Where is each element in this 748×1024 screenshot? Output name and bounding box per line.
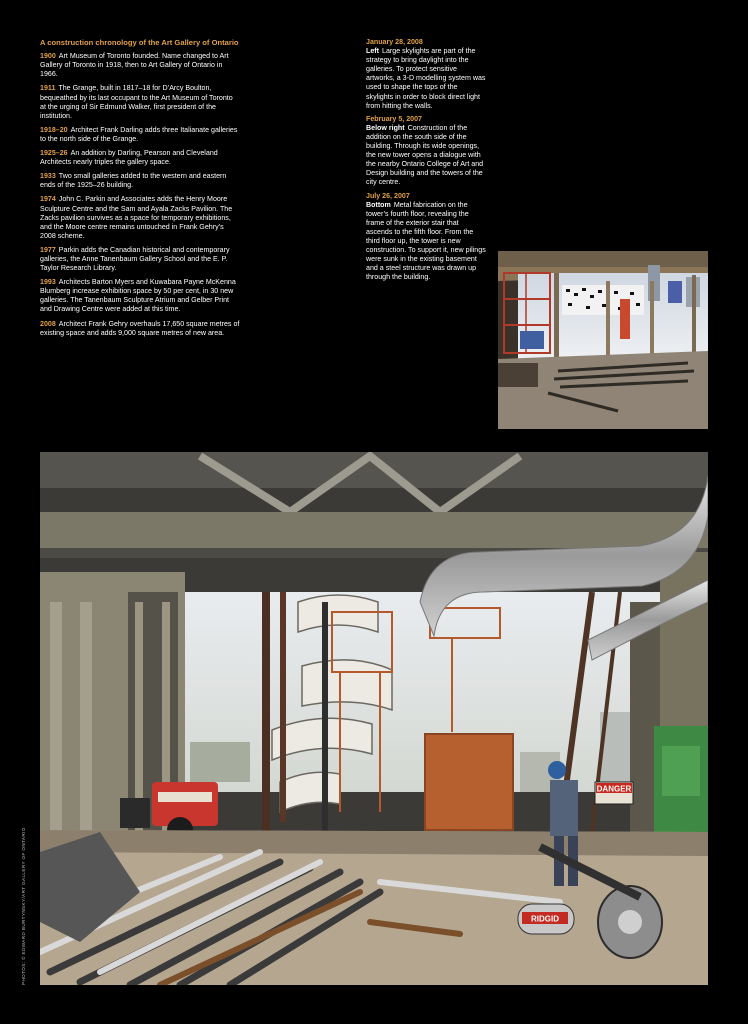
caption-position: Left <box>366 47 380 56</box>
chronology-column <box>40 38 240 343</box>
caption-january <box>366 38 486 111</box>
entry-year: 1918–20 <box>40 125 68 134</box>
fabrication-illustration <box>40 452 708 985</box>
caption-date: January 28, 2008 <box>366 38 423 46</box>
entry-text: An addition by Darling, Pearson and Cleveland Architects nearly triples the gallery space. <box>40 149 218 167</box>
entry-year: 1925–26 <box>40 149 68 158</box>
photo-metal-fabrication <box>40 452 708 985</box>
entry-year: 1993 <box>40 278 56 287</box>
chronology-entry <box>40 246 240 273</box>
entry-year: 1933 <box>40 172 56 181</box>
caption-date: February 5, 2007 <box>366 114 422 123</box>
chronology-entry <box>40 195 240 240</box>
entry-text: Parkin adds the Canadian historical and contemporary galleries, the Anne Tanenbaum Gallery School and the E. P. Taylor Research Library. <box>40 245 230 273</box>
entry-text: Architect Frank Darling adds three Italianate galleries to the north side of the Grange. <box>40 125 238 143</box>
captions-column <box>366 38 486 286</box>
chronology-entry <box>40 172 240 190</box>
caption-position: Below right <box>366 123 405 132</box>
entry-year: 2008 <box>40 319 56 328</box>
chronology-heading: A construction chronology of the Art Gallery of Ontario <box>40 38 239 47</box>
caption-text: Metal fabrication on the tower’s fourth floor, revealing the frame of the exterior stair that ascends to the fifth floor. From the third floor up, the tower is new construction. To support it, new pilings were sunk in the existing basement and a steel structure was drawn up through the building. <box>366 200 486 282</box>
caption-july <box>366 192 486 283</box>
caption-date: July 26, 2007 <box>366 191 410 200</box>
ridgid-label: RIDGID <box>531 914 559 924</box>
photo-south-addition <box>498 251 708 429</box>
chronology-entry <box>40 84 240 120</box>
chronology-entry <box>40 126 240 144</box>
entry-year: 1900 <box>40 52 56 61</box>
south-addition-illustration <box>498 251 708 429</box>
chronology-entry <box>40 149 240 167</box>
entry-text: Two small galleries added to the western and eastern ends of the 1925–26 building. <box>40 172 227 190</box>
caption-february <box>366 115 486 188</box>
entry-text: The Grange, built in 1817–18 for D’Arcy Boulton, bequeathed by its last occupant to the Art Museum of Toronto at the urging of Sir Edmund Walker, first president of the institution. <box>40 84 233 120</box>
entry-year: 1974 <box>40 195 56 204</box>
entry-text: John C. Parkin and Associates adds the Henry Moore Sculpture Centre and the Sam and Ayala Zacks Pavilion. The Zacks pavilion survives as a space for temporary exhibitions, and the Moore centre remains untouched in Frank Gehry’s 2008 scheme. <box>40 195 233 240</box>
chronology-entry <box>40 278 240 314</box>
entry-text: Architect Frank Gehry overhauls 17,650 square metres of existing space and adds 9,000 square metres of new area. <box>40 319 240 337</box>
entry-text: Art Museum of Toronto founded. Name changed to Art Gallery of Toronto in 1918, then to Art Gallery of Ontario in 1966. <box>40 52 229 79</box>
chronology-entry <box>40 52 240 79</box>
caption-text: Large skylights are part of the strategy to bring daylight into the galleries. To protect sensitive artworks, a 3-D modelling system was used to shape the tops of the skylights in order to block direct light from hitting the walls. <box>366 47 486 110</box>
entry-text: Architects Barton Myers and Kuwabara Payne McKenna Blumberg increase exhibition space by 50 per cent, in 30 new galleries. The Tanenbaum Sculpture Atrium and Gelber Print and Drawing Centre were added at this time. <box>40 278 236 314</box>
entry-year: 1977 <box>40 245 56 254</box>
entry-year: 1911 <box>40 84 56 93</box>
danger-sign: DANGER <box>596 784 632 794</box>
caption-text: Construction of the addition on the south side of the building. Through its wide openings, the new tower opens a dialogue with the nearby Ontario College of Art and Design building and the towers of the city centre. <box>366 123 484 187</box>
caption-position: Bottom <box>366 200 391 209</box>
photo-credit: PHOTOS: © EDWARD BURTYNSKY/ART GALLERY OF ONTARIO <box>21 827 26 985</box>
chronology-entry <box>40 320 240 338</box>
